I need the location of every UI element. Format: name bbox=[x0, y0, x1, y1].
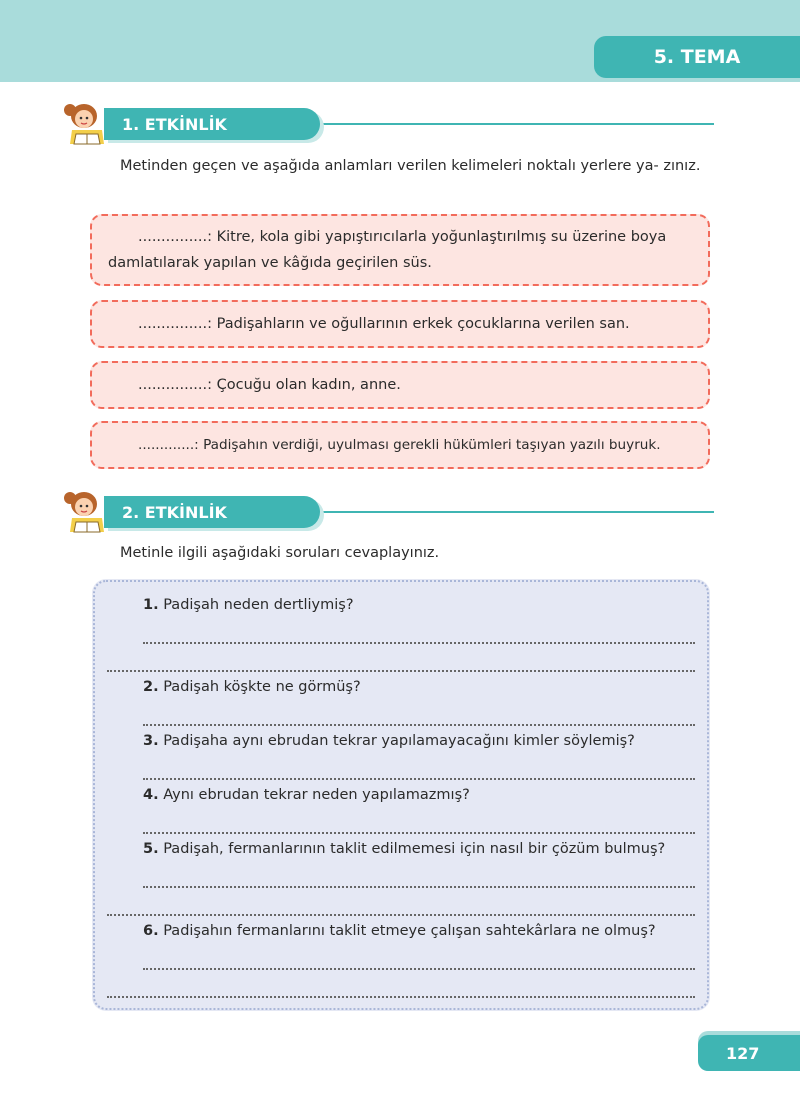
question-text: Padişahın fermanlarını taklit etmeye çalışan sahtekârlara ne olmuş? bbox=[158, 923, 656, 939]
definition-box bbox=[90, 421, 710, 469]
question-number: 6. bbox=[143, 923, 159, 939]
question-text: Padişah, fermanlarının taklit edilmemesi için nasıl bir çözüm bulmuş? bbox=[158, 841, 666, 857]
question-number: 4. bbox=[143, 787, 159, 803]
activity-1-instruction bbox=[108, 154, 714, 178]
question bbox=[107, 728, 695, 754]
girl-reading-icon bbox=[58, 100, 116, 148]
definition: Padişahın verdiği, uyulması gerekli hükümleri taşıyan yazılı buyruk. bbox=[198, 437, 661, 453]
answer-line[interactable] bbox=[107, 972, 695, 998]
question bbox=[107, 918, 695, 944]
question bbox=[107, 592, 695, 618]
definition-box bbox=[90, 300, 710, 348]
question-number: 2. bbox=[143, 679, 159, 695]
activity-2-header bbox=[58, 494, 714, 534]
definition-text bbox=[108, 224, 692, 276]
question-number: 3. bbox=[143, 733, 159, 749]
questions-list bbox=[107, 592, 695, 1000]
answer-line[interactable] bbox=[143, 618, 695, 644]
definition: Kitre, kola gibi yapıştırıcılarla yoğunlaştırılmış su üzerine boya damlatılarak yapılan ve kâğıda geçirilen süs. bbox=[108, 229, 667, 271]
definition-box bbox=[90, 214, 710, 286]
definition: Padişahların ve oğullarının erkek çocuklarına verilen san. bbox=[212, 316, 630, 332]
definition-text bbox=[108, 432, 692, 458]
answer-line[interactable] bbox=[143, 808, 695, 834]
definition-text bbox=[108, 372, 692, 398]
questions-box bbox=[92, 579, 710, 1011]
question-text: Padişah neden dertliymiş? bbox=[158, 597, 354, 613]
activity-2-instruction bbox=[108, 541, 714, 565]
activity-1-header bbox=[58, 106, 714, 146]
blank: ...............: bbox=[138, 377, 213, 393]
definition: Çocuğu olan kadın, anne. bbox=[212, 377, 401, 393]
instruction-text: Metinle ilgili aşağıdaki soruları cevaplayınız. bbox=[120, 545, 440, 561]
page-number-tab bbox=[698, 1035, 800, 1071]
page-number: 127 bbox=[726, 1043, 760, 1063]
question bbox=[107, 674, 695, 700]
activity-2-title: 2. ETKİNLİK bbox=[104, 496, 320, 528]
answer-line[interactable] bbox=[143, 944, 695, 970]
answer-line[interactable] bbox=[143, 754, 695, 780]
definition-box bbox=[90, 361, 710, 409]
answer-line[interactable] bbox=[107, 890, 695, 916]
question-text: Aynı ebrudan tekrar neden yapılamazmış? bbox=[158, 787, 470, 803]
question-text: Padişaha aynı ebrudan tekrar yapılamayacağını kimler söylemiş? bbox=[158, 733, 635, 749]
question-number: 1. bbox=[143, 597, 159, 613]
answer-line[interactable] bbox=[143, 700, 695, 726]
question bbox=[107, 782, 695, 808]
blank: ...............: bbox=[138, 229, 213, 245]
answer-line[interactable] bbox=[107, 646, 695, 672]
theme-label: 5. TEMA bbox=[653, 46, 741, 68]
activity-1-title: 1. ETKİNLİK bbox=[104, 108, 320, 140]
girl-reading-icon bbox=[58, 488, 116, 536]
blank: ...............: bbox=[138, 316, 213, 332]
question-number: 5. bbox=[143, 841, 159, 857]
theme-tab bbox=[594, 36, 800, 78]
question bbox=[107, 836, 695, 862]
definition-text bbox=[108, 311, 692, 337]
instruction-text: Metinden geçen ve aşağıda anlamları verilen kelimeleri noktalı yerlere ya- zınız. bbox=[120, 158, 701, 174]
blank: .............: bbox=[138, 437, 199, 453]
question-text: Padişah köşkte ne görmüş? bbox=[158, 679, 361, 695]
answer-line[interactable] bbox=[143, 862, 695, 888]
